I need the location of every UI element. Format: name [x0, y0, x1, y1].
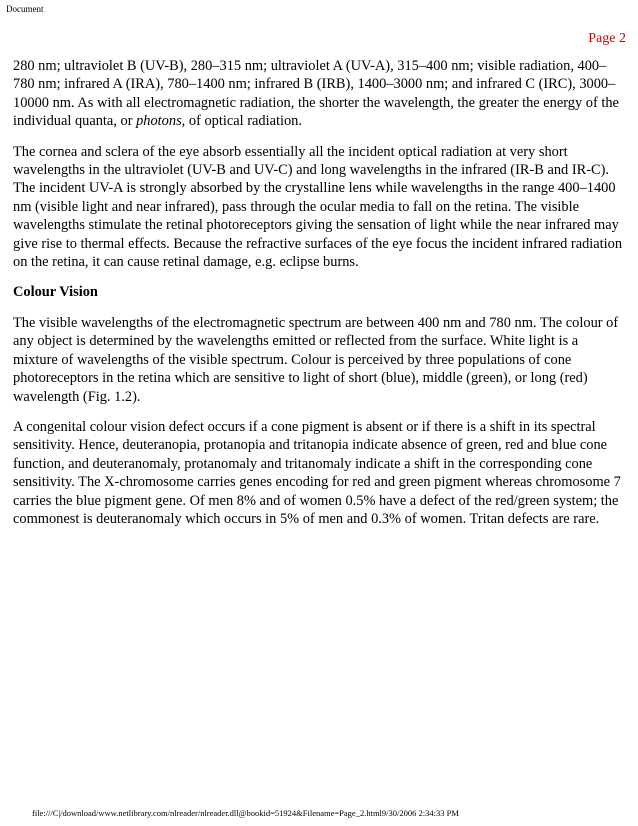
- file-path-footer: file:///C|/download/www.netlibrary.com/nlreader/nlreader.dll@bookid=51924&Filename=Page_2.html9/30/2006 2:34:33 PM: [32, 808, 459, 818]
- paragraph-ocular-absorption: The cornea and sclera of the eye absorb essentially all the incident optical radiation at very short wavelengths in the ultraviolet (UV-B and UV-C) and long wavelengths in the infrared (IR-B and IR-C). The incident UV-A is strongly absorbed by the crystalline lens while wavelengths in the range 400–1400 nm (visible light and near infrared), pass through the ocular media to fall on the retina. The visible wavelengths stimulate the retinal photoreceptors giving the sensation of light while the near infrared may give rise to thermal effects. Because the refractive surfaces of the eye focus the incident infrared radiation on the retina, it can cause retinal damage, e.g. eclipse burns.: [13, 143, 623, 271]
- paragraph-radiation-bands: [13, 57, 625, 131]
- section-heading-colour-vision: Colour Vision: [13, 284, 98, 301]
- paragraph-radiation-bands-text: 280 nm; ultraviolet B (UV-B), 280–315 nm; ultraviolet A (UV-A), 315–400 nm; visible radiation, 400–780 nm; infrared A (IRA), 780–1400 nm; infrared B (IRB), 1400–3000 nm; and infrared C (IRC), 3000–10000 nm. As with all electromagnetic radiation, the shorter the wavelength, the greater the energy of the individual quanta, or: [13, 58, 619, 130]
- paragraph-radiation-bands-end: of optical radiation.: [185, 113, 302, 130]
- document-title: Document: [6, 4, 44, 14]
- page-number: Page 2: [588, 31, 626, 46]
- document-body: [13, 57, 625, 540]
- paragraph-colour-vision-defect: A congenital colour vision defect occurs if a cone pigment is absent or if there is a shift in its spectral sensitivity. Hence, deuteranopia, protanopia and tritanopia indicate absence of green, red and blue cone function, and deuteranomaly, protanomaly and tritanomaly indicate a shift in the corresponding cone sensitivity. The X-chromosome carries genes encoding for red and green pigment whereas chromosome 7 carries the blue pigment gene. Of men 8% and of women 0.5% have a defect of the red/green system; the commonest is deuteranomaly which occurs in 5% of men and 0.3% of women. Tritan defects are rare.: [13, 418, 621, 527]
- photons-emphasis: photons,: [136, 113, 186, 130]
- paragraph-visible-wavelengths: The visible wavelengths of the electromagnetic spectrum are between 400 nm and 780 nm. The colour of any object is determined by the wavelengths emitted or reflected from the surface. White light is a mixture of wavelengths of the visible spectrum. Colour is perceived by three populations of cone photoreceptors in the retina which are sensitive to light of short (blue), middle (green), or long (red) wavelength (Fig. 1.2).: [13, 314, 619, 405]
